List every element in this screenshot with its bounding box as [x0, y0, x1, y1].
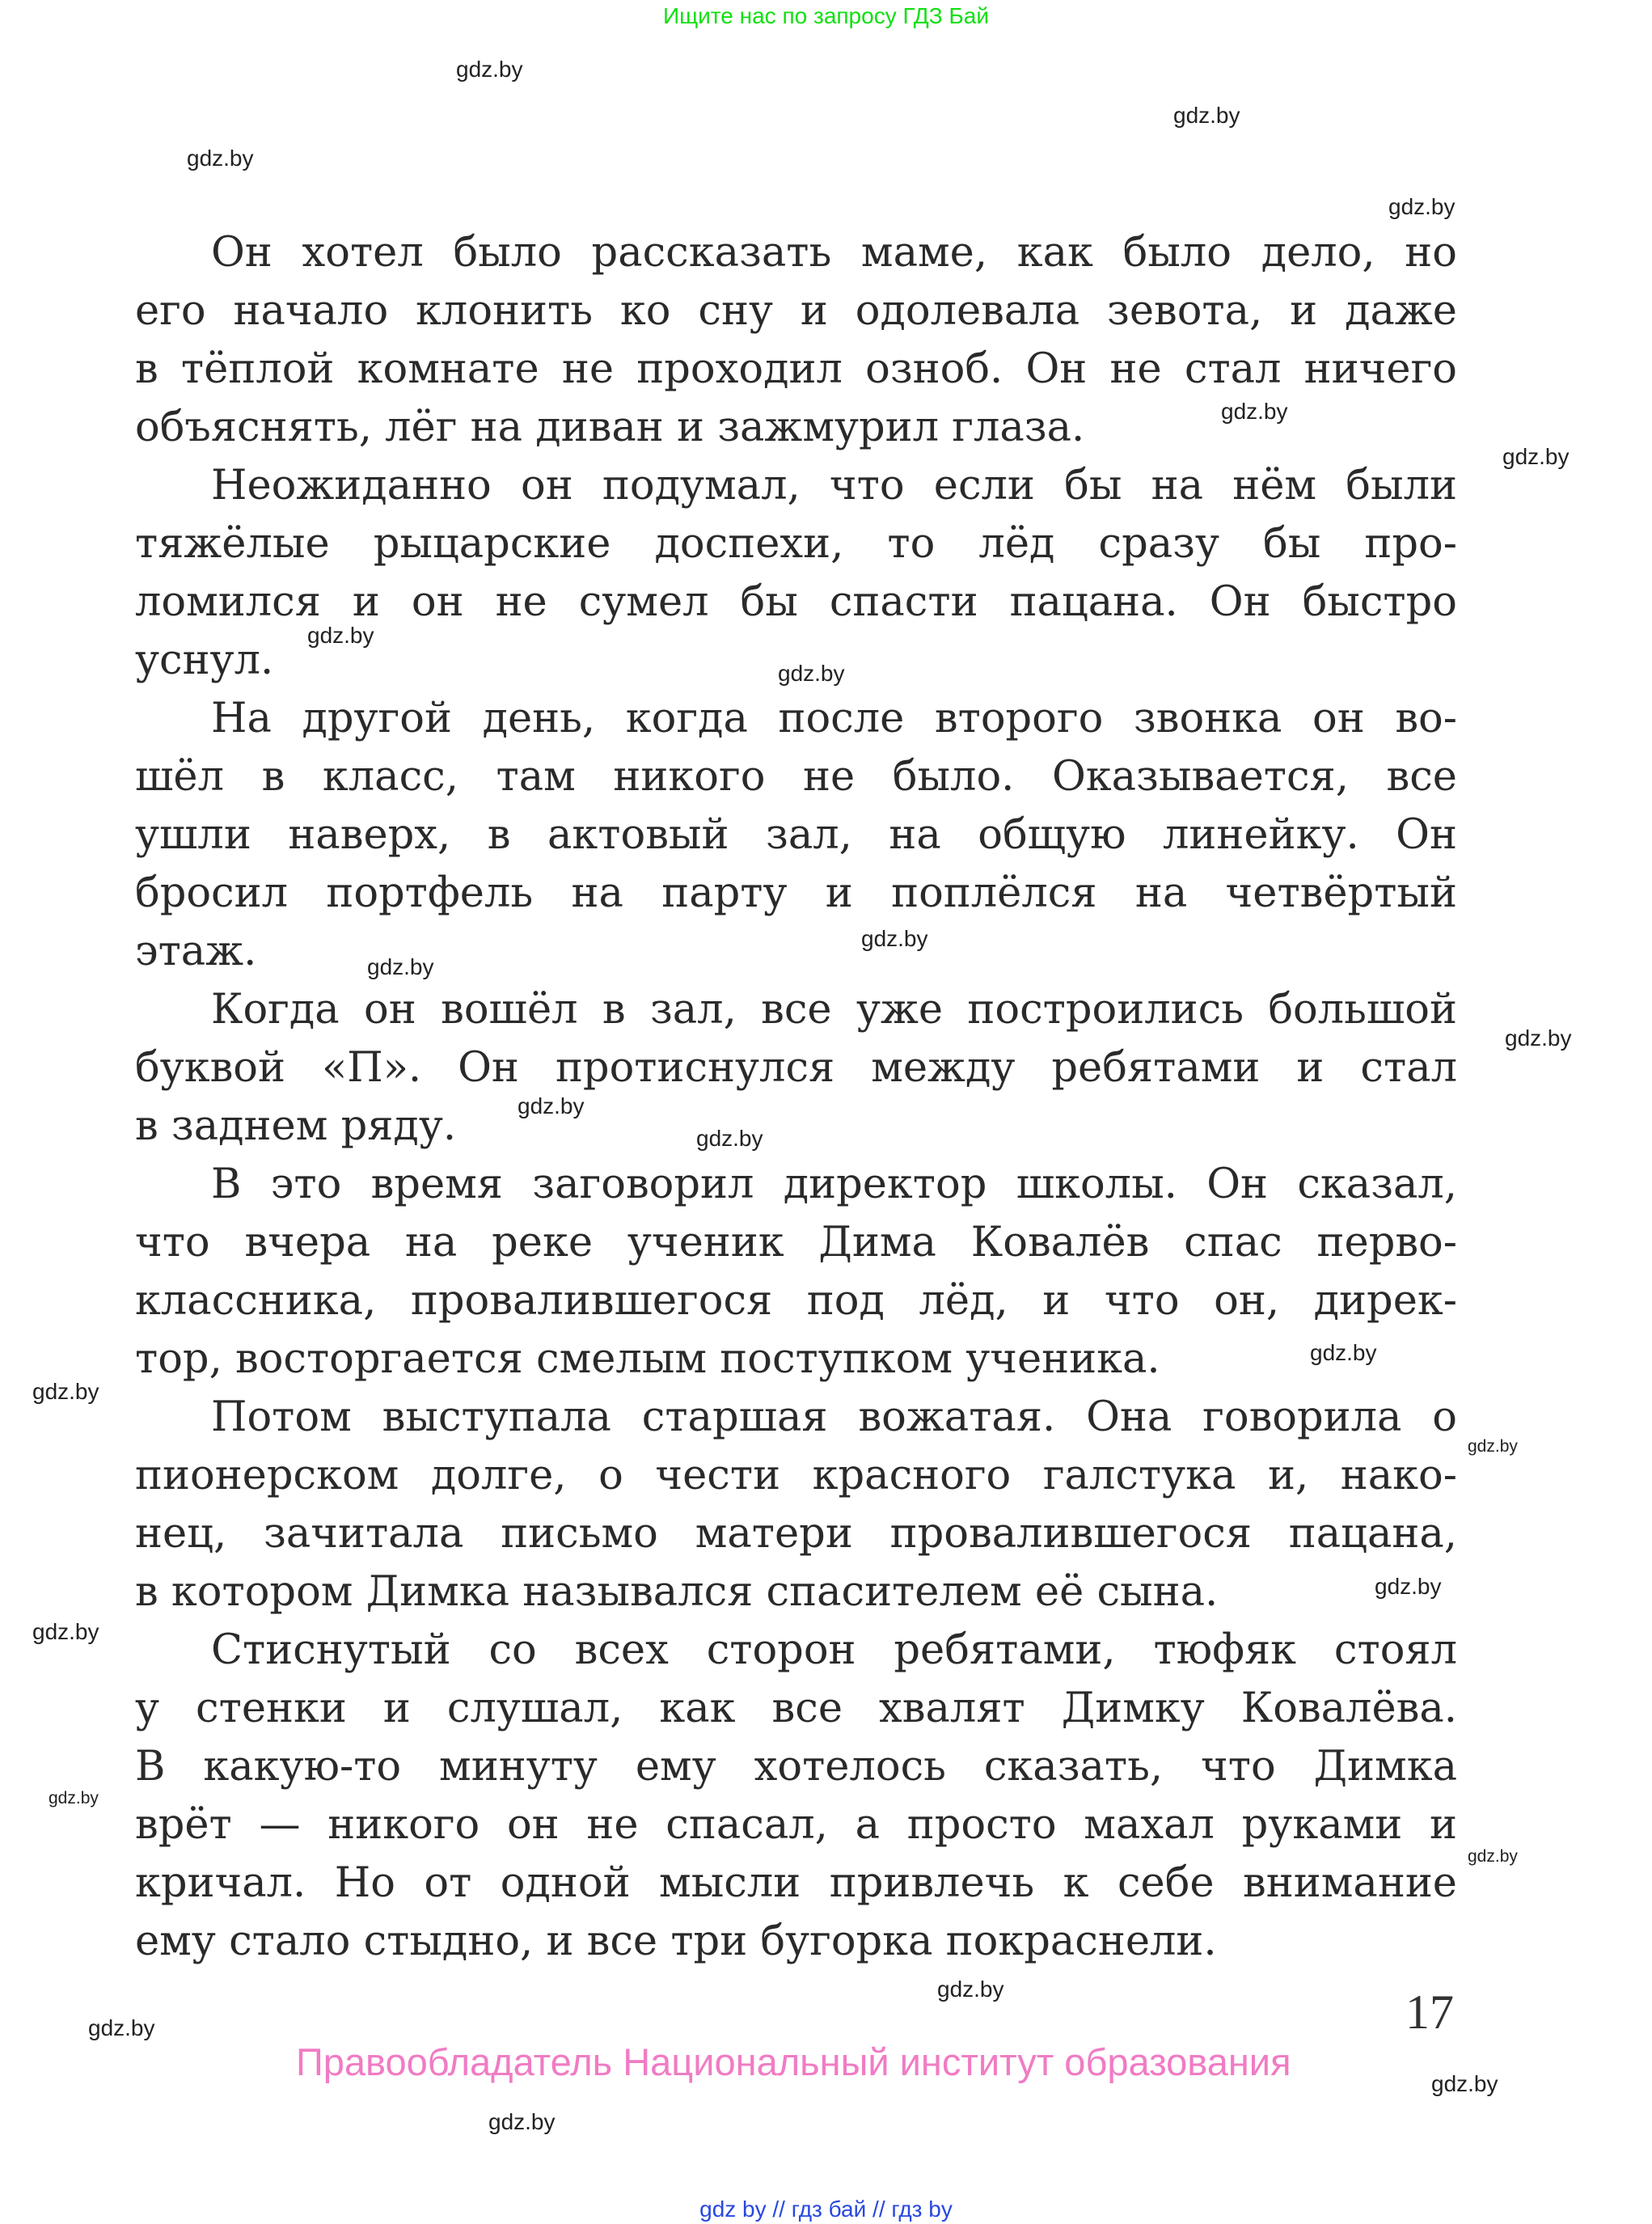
- text-line: тор, восторгается смелым поступком ученика.: [135, 1335, 1160, 1383]
- text-line: пионерском долге, о чести красного галстука и, нако-: [135, 1452, 1457, 1499]
- watermark: gdz.by: [778, 661, 845, 686]
- text-line: Потом выступала старшая вожатая. Она говорила о: [211, 1393, 1457, 1441]
- watermark: gdz.by: [1468, 1847, 1518, 1866]
- watermark: gdz.by: [488, 2109, 556, 2134]
- text-line: Он хотел было рассказать маме, как было дело, но: [211, 229, 1457, 277]
- text-line: что вчера на реке ученик Дима Ковалёв спас перво-: [135, 1219, 1457, 1266]
- watermark: gdz.by: [1505, 1025, 1572, 1051]
- text-line: у стенки и слушал, как все хвалят Димку Ковалёва.: [135, 1685, 1457, 1732]
- watermark: gdz.by: [696, 1126, 763, 1151]
- text-line: Когда он вошёл в зал, все уже построились большой: [211, 986, 1457, 1034]
- text-line: уснул.: [135, 636, 274, 684]
- text-line: врёт — никого он не спасал, а просто махал руками и: [135, 1801, 1457, 1849]
- text-line: буквой «П». Он протиснулся между ребятами и стал: [135, 1044, 1457, 1092]
- watermark: gdz.by: [1310, 1340, 1377, 1365]
- text-line: кричал. Но от одной мысли привлечь к себе внимание: [135, 1859, 1457, 1907]
- text-line: бросил портфель на парту и поплёлся на четвёртый: [135, 869, 1457, 917]
- text-line: в котором Димка назывался спасителем её сына.: [135, 1568, 1219, 1616]
- watermark: gdz.by: [1173, 103, 1240, 128]
- text-line: В какую-то минуту ему хотелось сказать, что Димка: [135, 1743, 1457, 1791]
- text-line: нец, зачитала письмо матери провалившегося пацана,: [135, 1510, 1457, 1558]
- text-line: классника, провалившегося под лёд, и что он, дирек-: [135, 1277, 1457, 1325]
- page-number: 17: [1405, 1985, 1454, 2039]
- watermark: gdz.by: [32, 1619, 99, 1644]
- text-line: ему стало стыдно, и все три бугорка покраснели.: [135, 1917, 1217, 1965]
- watermark: gdz.by: [1468, 1437, 1518, 1456]
- text-line: его начало клонить ко сну и одолевала зевота, и даже: [135, 287, 1457, 335]
- text-line: В это время заговорил директор школы. Он сказал,: [211, 1161, 1457, 1208]
- text-line: ушли наверх, в актовый зал, на общую линейку. Он: [135, 811, 1457, 859]
- watermark: gdz.by: [187, 146, 254, 171]
- watermark: gdz.by: [1375, 1574, 1442, 1599]
- watermark: gdz.by: [518, 1093, 585, 1118]
- footer-links[interactable]: gdz by // гдз бай // гдз by: [699, 2197, 953, 2222]
- watermark: gdz.by: [307, 623, 374, 648]
- watermark: gdz.by: [456, 57, 523, 82]
- watermark: gdz.by: [1502, 444, 1570, 469]
- watermark: gdz.by: [1388, 194, 1456, 219]
- watermark: gdz.by: [49, 1789, 99, 1808]
- text-line: тяжёлые рыцарские доспехи, то лёд сразу бы про-: [135, 520, 1457, 568]
- watermark: gdz.by: [1221, 399, 1288, 424]
- watermark: gdz.by: [32, 1379, 99, 1404]
- watermark: gdz.by: [367, 954, 434, 979]
- watermark: gdz.by: [88, 2015, 155, 2040]
- text-line: шёл в класс, там никого не было. Оказывается, все: [135, 753, 1457, 801]
- rights-holder-notice: Правообладатель Национальный институт образования: [296, 2040, 1291, 2083]
- text-line: Неожиданно он подумал, что если бы на нём были: [211, 462, 1457, 509]
- text-line: этаж.: [135, 928, 257, 975]
- text-line: в заднем ряду.: [135, 1102, 457, 1150]
- text-line: в тёплой комнате не проходил озноб. Он не стал ничего: [135, 345, 1457, 393]
- watermark: gdz.by: [1431, 2071, 1498, 2096]
- text-line: На другой день, когда после второго звонка он во-: [211, 695, 1457, 742]
- search-banner: Ищите нас по запросу ГДЗ Бай: [662, 3, 990, 28]
- text-line: объяснять, лёг на диван и зажмурил глаза.: [135, 404, 1085, 451]
- watermark: gdz.by: [861, 926, 928, 951]
- text-line: Стиснутый со всех сторон ребятами, тюфяк стоял: [211, 1626, 1457, 1674]
- watermark: gdz.by: [937, 1977, 1004, 2002]
- text-line: ломился и он не сумел бы спасти пацана. Он быстро: [135, 578, 1457, 626]
